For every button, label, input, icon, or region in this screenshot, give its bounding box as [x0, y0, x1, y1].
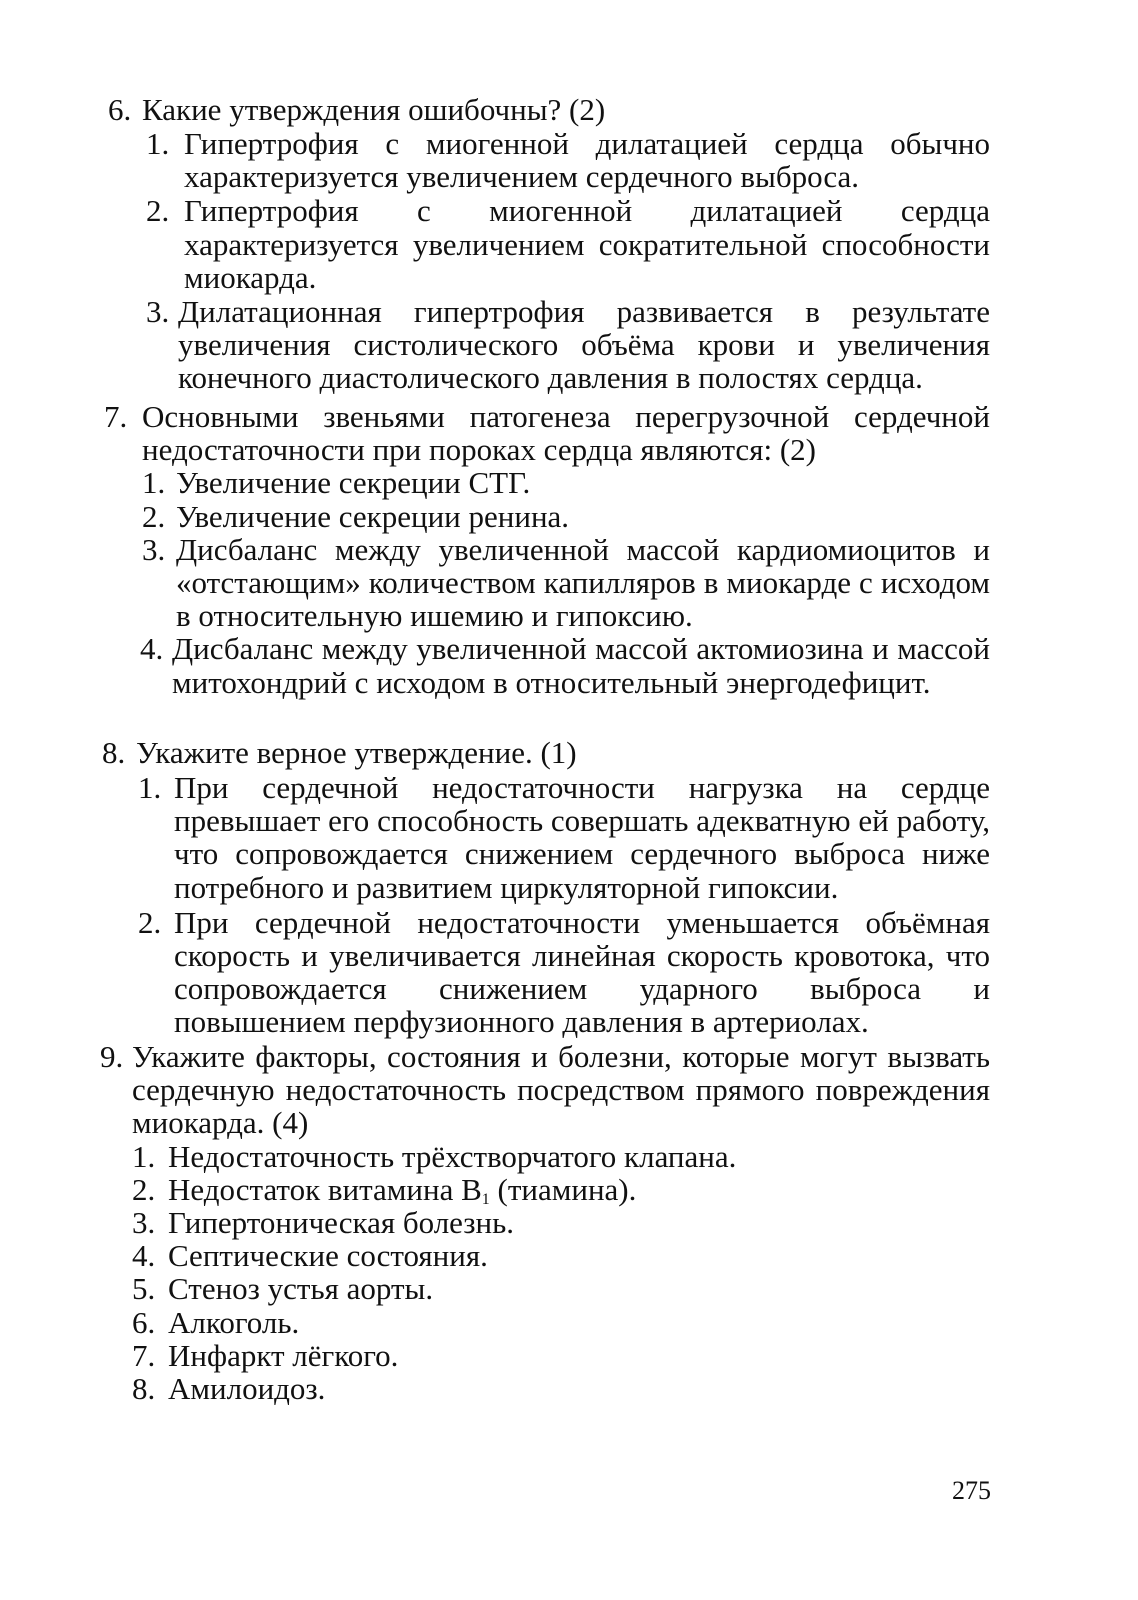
question-stem-text: Укажите факторы, состояния и болезни, которые могут вызвать сердечную недостаточность посредством прямого повреждения миокарда. (4) — [132, 1039, 990, 1141]
option-text: Дисбаланс между увеличенной массой кардиомиоцитов и «отстающим» количеством капилляров в миокарде с исходом в относительную ишемию и гипоксию. — [176, 531, 990, 634]
option — [104, 632, 990, 698]
option-text: Гипертрофия с миогенной дилатацией сердца характеризуется увеличением сократительной способности миокарда. — [184, 193, 990, 295]
option — [104, 466, 990, 499]
option-text: Алкоголь. — [168, 1304, 300, 1340]
question-7 — [104, 400, 990, 699]
option-number: 4. — [140, 631, 164, 667]
option-number: 1. — [132, 1138, 156, 1174]
option — [100, 1140, 990, 1173]
option-number: 2. — [132, 1171, 156, 1207]
option-text: При сердечной недостаточности нагрузка на сердце превышает его способность совершать адекватную ей работу, что сопровождается снижением сердечного выброса ниже потребного и развитием циркуляторной гипоксии. — [174, 770, 990, 905]
option-number: 2. — [138, 904, 162, 940]
option-number: 3. — [132, 1205, 156, 1241]
option — [100, 1339, 990, 1372]
option — [100, 1173, 990, 1206]
option-text: При сердечной недостаточности уменьшается объёмная скорость и увеличивается линейная скорость кровотока, что сопровождается снижением ударного выброса и повышением перфузионного давления в артериолах. — [174, 904, 990, 1040]
question-8 — [102, 736, 990, 1039]
option-number: 5. — [132, 1271, 156, 1307]
option-number: 1. — [138, 770, 162, 805]
option-text: Дилатационная гипертрофия развивается в результате увеличения систолического объёма крови и увеличения конечного диастолического давления в полостях сердца. — [178, 294, 990, 396]
option-text — [168, 1173, 990, 1206]
question-stem — [104, 400, 990, 466]
option — [100, 1372, 990, 1405]
option-text: Увеличение секреции ренина. — [176, 498, 570, 534]
question-number: 9. — [100, 1039, 124, 1074]
option — [102, 906, 990, 1039]
question-stem-text: Основными звеньями патогенеза перегрузочной сердечной недостаточности при пороках сердца являются: (2) — [142, 399, 990, 468]
question-stem-text: Укажите верное утверждение. (1) — [136, 735, 577, 770]
option-text: Гипертоническая болезнь. — [168, 1205, 515, 1241]
option-text: Дисбаланс между увеличенной массой актомиозина и массой митохондрий с исходом в относительный энергодефицит. — [172, 631, 990, 700]
option-text: Увеличение секреции СТГ. — [176, 465, 531, 501]
page-number: 275 — [952, 1476, 991, 1505]
question-stem — [108, 93, 990, 126]
option-text-after: (тиамина). — [489, 1171, 637, 1207]
option-number: 8. — [132, 1371, 156, 1407]
option-text: Гипертрофия с миогенной дилатацией сердца обычно характеризуется увеличением сердечного выброса. — [184, 126, 990, 195]
question-stem — [102, 736, 990, 769]
option-number: 2. — [146, 193, 170, 229]
question-9 — [100, 1040, 990, 1405]
option-number: 6. — [132, 1304, 156, 1340]
option — [100, 1206, 990, 1239]
option-number: 3. — [142, 531, 166, 567]
question-6 — [108, 93, 990, 395]
option-number: 4. — [132, 1238, 156, 1274]
question-number: 6. — [108, 92, 132, 127]
question-number: 7. — [104, 399, 128, 434]
option — [104, 533, 990, 633]
option — [100, 1272, 990, 1305]
option-text: Недостаточность трёхстворчатого клапана. — [168, 1138, 737, 1174]
option — [108, 194, 990, 294]
option-text: Амилоидоз. — [168, 1371, 326, 1407]
option-text-main: Недостаток витамина В — [168, 1171, 482, 1207]
option-number: 3. — [146, 294, 170, 330]
question-number: 8. — [102, 735, 126, 770]
option — [108, 127, 990, 193]
option-text: Инфаркт лёгкого. — [168, 1337, 399, 1373]
option — [100, 1239, 990, 1272]
option-text: Септические состояния. — [168, 1238, 488, 1274]
option-number: 1. — [146, 126, 170, 161]
option — [104, 500, 990, 533]
option-number: 7. — [132, 1337, 156, 1373]
option — [108, 295, 990, 395]
option-text: Стеноз устья аорты. — [168, 1271, 434, 1307]
question-stem-text: Какие утверждения ошибочны? (2) — [142, 92, 606, 127]
option-number: 2. — [142, 498, 166, 534]
question-stem — [100, 1040, 990, 1140]
option — [102, 771, 990, 904]
option — [100, 1306, 990, 1339]
vitamin-subscript: 1 — [481, 1190, 490, 1208]
option-number: 1. — [142, 465, 166, 501]
